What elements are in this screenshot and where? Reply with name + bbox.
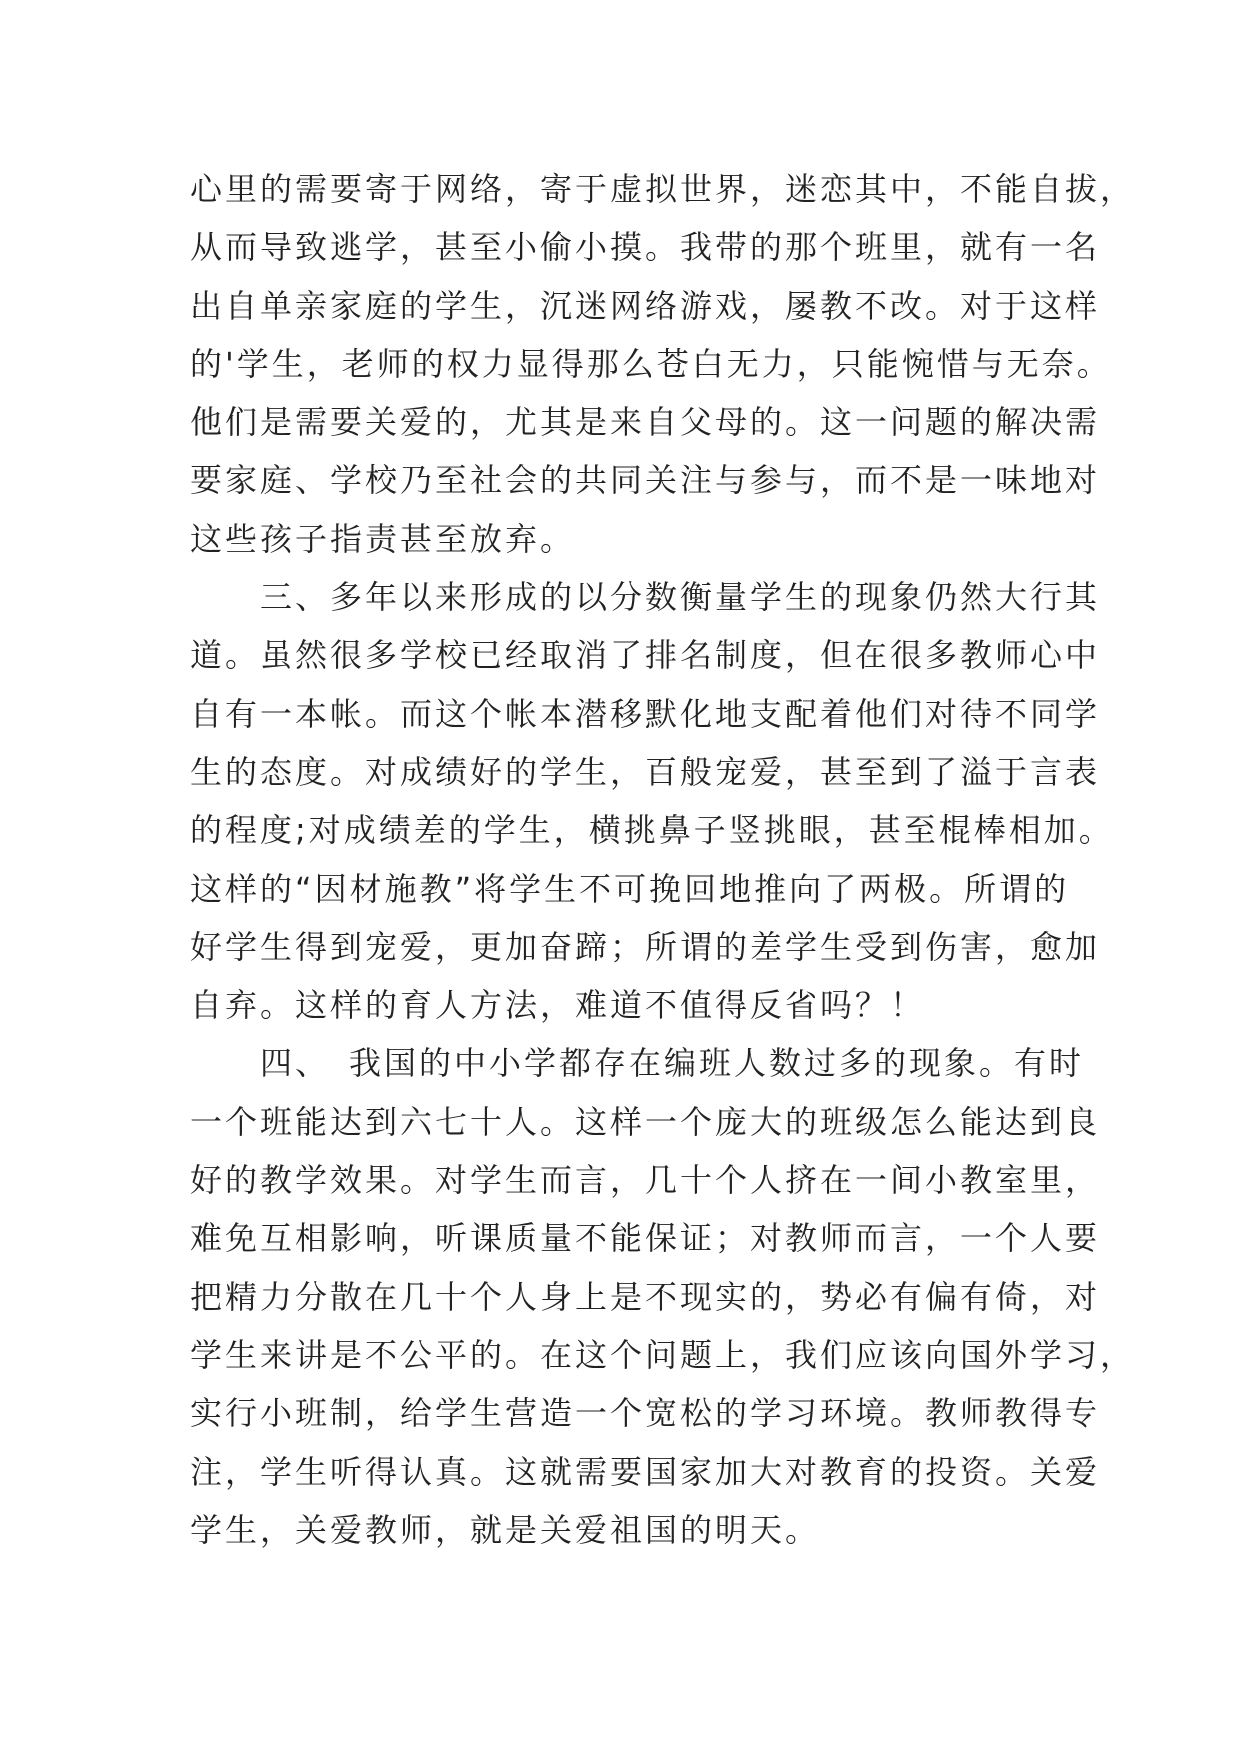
text-line: 要家庭、学校乃至社会的共同关注与参与，而不是一味地对: [190, 461, 1101, 500]
paragraph-four-start: 四、 我国的中小学都存在编班人数过多的现象。有时: [190, 1044, 1085, 1083]
paragraph-three-start: 三、多年以来形成的以分数衡量学生的现象仍然大行其: [190, 578, 1101, 617]
text-line: 他们是需要关爱的，尤其是来自父母的。这一问题的解决需: [190, 403, 1101, 442]
text-line: 的'学生，老师的权力显得那么苍白无力，只能惋惜与无奈。: [190, 344, 1112, 383]
text-line: 心里的需要寄于网络，寄于虚拟世界，迷恋其中，不能自拔，: [190, 170, 1136, 208]
text-line: 学生，关爱教师，就是关爱祖国的明天。: [190, 1510, 821, 1549]
body-text: [190, 160, 1136, 1559]
text-line: 的程度;对成绩差的学生，横挑鼻子竖挑眼，甚至棍棒相加。: [190, 811, 1114, 850]
text-line: 出自单亲家庭的学生，沉迷网络游戏，屡教不改。对于这样: [190, 286, 1101, 325]
text-line: 实行小班制，给学生营造一个宽松的学习环境。教师教得专: [190, 1394, 1101, 1433]
text-line: 这样的“因材施教”将学生不可挽回地推向了两极。所谓的: [190, 869, 1070, 908]
text-line: 学生来讲是不公平的。在这个问题上，我们应该向国外学习，: [190, 1335, 1136, 1374]
text-line: 从而导致逃学，甚至小偷小摸。我带的那个班里，就有一名: [190, 228, 1101, 267]
text-line: 这些孩子指责甚至放弃。: [190, 519, 576, 558]
text-line: 把精力分散在几十个人身上是不现实的，势必有偏有倚，对: [190, 1277, 1101, 1316]
text-line: 一个班能达到六七十人。这样一个庞大的班级怎么能达到良: [190, 1102, 1101, 1141]
text-line: 生的态度。对成绩好的学生，百般宠爱，甚至到了溢于言表: [190, 752, 1101, 791]
text-line: 注，学生听得认真。这就需要国家加大对教育的投资。关爱: [190, 1452, 1101, 1491]
text-line: 好学生得到宠爱，更加奋蹄；所谓的差学生受到伤害，愈加: [190, 927, 1101, 966]
text-line: 自弃。这样的育人方法，难道不值得反省吗？！: [190, 986, 926, 1025]
text-line: 好的教学效果。对学生而言，几十个人挤在一间小教室里，: [190, 1161, 1101, 1200]
text-line: 难免互相影响，听课质量不能保证；对教师而言，一个人要: [190, 1219, 1101, 1258]
text-line: 自有一本帐。而这个帐本潜移默化地支配着他们对待不同学: [190, 694, 1101, 733]
text-line: 道。虽然很多学校已经取消了排名制度，但在很多教师心中: [190, 636, 1101, 675]
